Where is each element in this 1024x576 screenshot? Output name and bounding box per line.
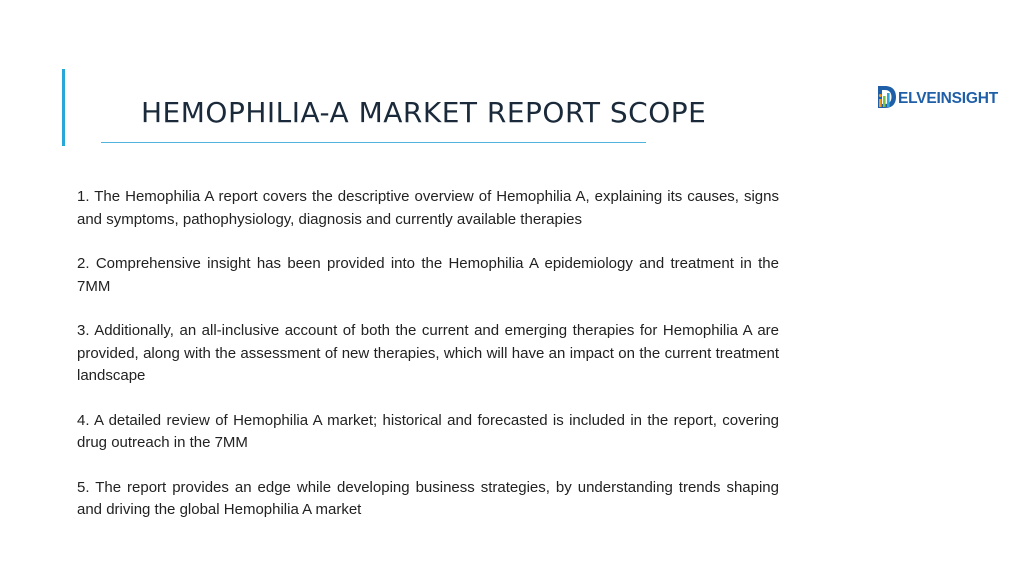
page-title: HEMOPHILIA-A MARKET REPORT SCOPE: [141, 96, 707, 129]
scope-item-2: 2. Comprehensive insight has been provided into the Hemophilia A epidemiology and treatment in the 7MM: [77, 255, 779, 295]
scope-item-1: 1. The Hemophilia A report covers the descriptive overview of Hemophilia A, explaining its causes, signs and symptoms, pathophysiology, diagnosis and currently available therapies: [77, 188, 779, 228]
logo-text: ELVEINSIGHT: [898, 90, 998, 107]
delveinsight-logo-icon: [876, 85, 898, 109]
delveinsight-logo: [876, 84, 998, 110]
scope-item-5: 5. The report provides an edge while developing business strategies, by understanding trends shaping and driving the global Hemophilia A market: [77, 478, 779, 518]
title-underline: [101, 142, 646, 143]
accent-bar: [62, 69, 65, 146]
scope-list: [77, 186, 779, 544]
scope-item-3: 3. Additionally, an all-inclusive account of both the current and emerging therapies for Hemophilia A are provided, along with the assessment of new therapies, which will have an impact on the current treatment landscape: [77, 322, 779, 384]
scope-item-4: 4. A detailed review of Hemophilia A market; historical and forecasted is included in the report, covering drug outreach in the 7MM: [77, 411, 779, 451]
